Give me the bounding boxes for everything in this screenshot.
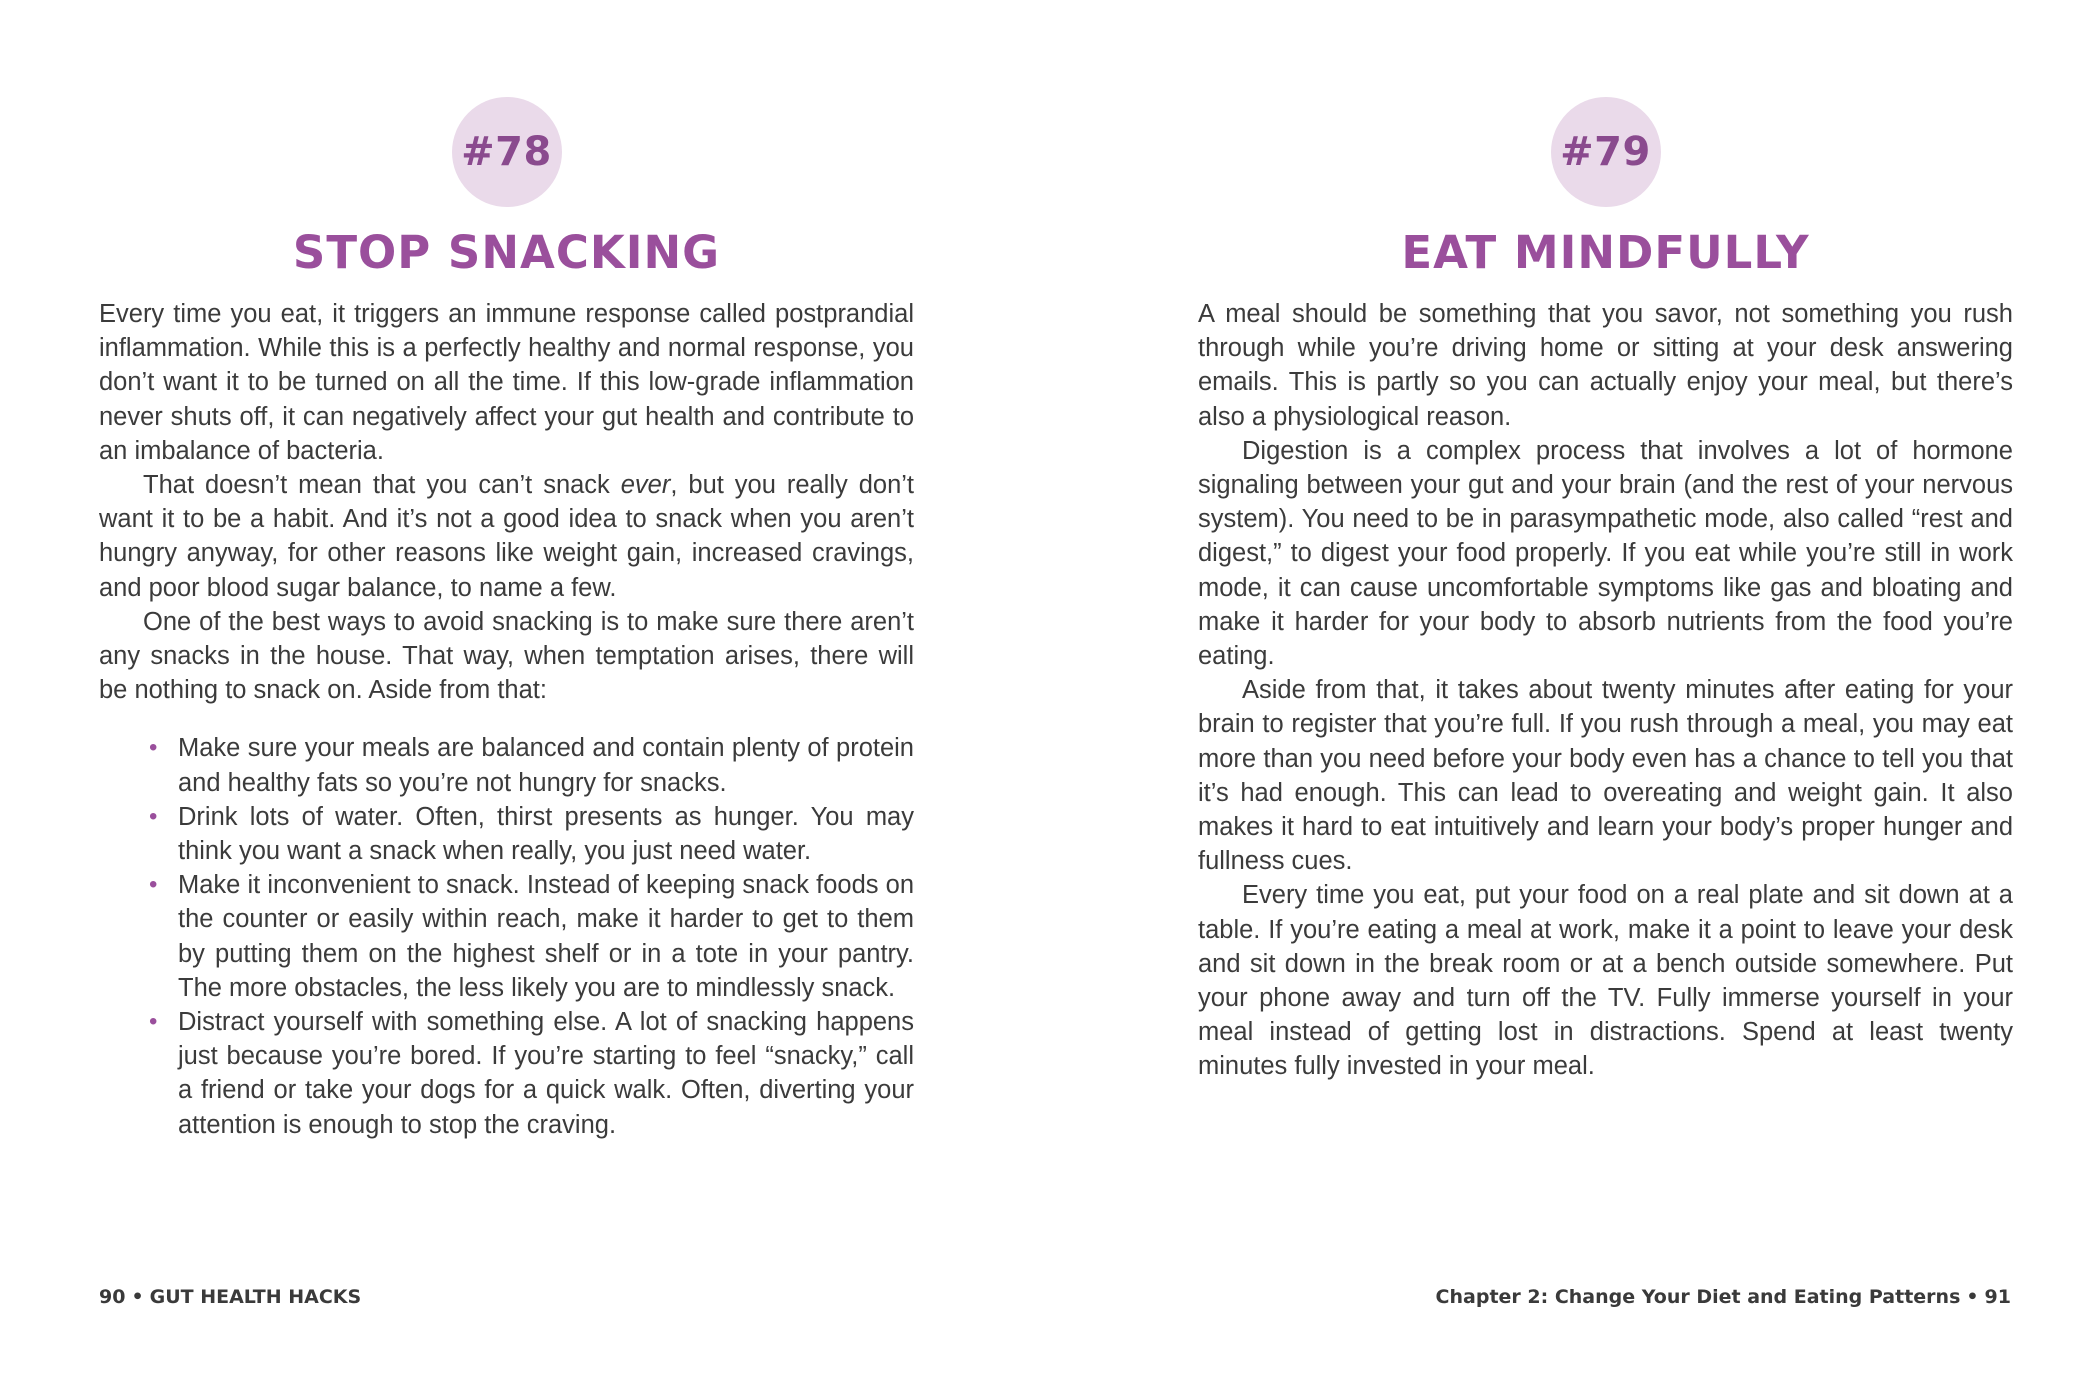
body-paragraph [99,468,914,605]
body-paragraph: One of the best ways to avoid snacking is to make sure there aren’t any snacks in the house. That way, when temptation arises, there will be nothing to snack on. Aside from that: [99,607,914,705]
hack-number-badge [452,97,562,207]
body-paragraph: Aside from that, it takes about twenty minutes after eating for your brain to register that you’re full. If you rush through a meal, you may eat more than you need before your body even has a chance to tell you that it’s had enough. This can lead to overeating and weight gain. It also makes it hard to eat intuitively and learn your body’s proper hunger and fullness cues. [1198,676,2013,876]
tips-list [99,731,914,1141]
list-item-text: Make sure your meals are balanced and contain plenty of protein and healthy fats so you’re not hungry for snacks. [178,734,914,797]
footer-separator: • [1966,1286,1979,1308]
list-item [99,731,914,799]
list-item [99,868,914,1005]
body-paragraph: A meal should be something that you savor, not something you rush through while you’re driving home or sitting at your desk answering emails. This is partly so you can actually enjoy your meal, but there’s also a physiological reason. [1198,300,2013,431]
bullet-icon: • [149,802,158,830]
list-item [99,800,914,868]
right-page [1198,0,2013,1084]
bullet-icon: • [149,871,158,899]
hack-body [1198,297,2013,1084]
list-item [99,1005,914,1142]
list-item-text: Distract yourself with something else. A lot of snacking happens just because you’re bored. If you’re starting to feel “snacky,” call a friend or take your dogs for a quick walk. Often, diverting your attention is enough to stop the craving. [178,1008,914,1139]
bullet-icon: • [149,734,158,762]
paragraph-text: That doesn’t mean that you can’t snack [143,471,621,500]
list-item-text: Make it inconvenient to snack. Instead of keeping snack foods on the counter or easily within reach, make it harder to get to them by putting them on the highest shelf or in a tote in your pantry. The more obstacles, the less likely you are to mindlessly snack. [178,871,914,1002]
hack-number: #78 [461,129,552,175]
running-head: Chapter 2: Change Your Diet and Eating Patterns [1435,1286,1961,1308]
left-page [99,0,914,1142]
footer-separator: • [131,1286,144,1308]
hack-title: EAT MINDFULLY [1401,226,1810,279]
page-number: 91 [1984,1286,2011,1308]
left-page-footer [99,1286,361,1308]
paragraph-text: , but you really don’t want it to be a habit. And it’s not a good idea to snack when you aren’t hungry anyway, for other reasons like weight gain, increased cravings, and poor blood sugar balance, to name a few. [99,471,914,602]
emphasis-text: ever [620,471,671,500]
hack-number-badge [1551,97,1661,207]
bullet-icon: • [149,1008,158,1036]
body-paragraph: Every time you eat, it triggers an immune response called postprandial inflammation. While this is a perfectly healthy and normal response, you don’t want it to be turned on all the time. If this low-grade inflammation never shuts off, it can negatively affect your gut health and contribute to an imbalance of bacteria. [99,300,914,465]
hack-number: #79 [1560,129,1651,175]
list-item-text: Drink lots of water. Often, thirst presents as hunger. You may think you want a snack when really, you just need water. [178,802,914,866]
right-page-footer [1436,1286,2011,1308]
body-paragraph: Every time you eat, put your food on a real plate and sit down at a table. If you’re eating a meal at work, make it a point to leave your desk and sit down in the break room or at a bench outside somewhere. Put your phone away and turn off the TV. Fully immerse yourself in your meal instead of getting lost in distractions. Spend at least twenty minutes fully invested in your meal. [1198,881,2013,1081]
hack-title: STOP SNACKING [292,226,721,279]
body-paragraph: Digestion is a complex process that involves a lot of hormone signaling between your gut and your brain (and the rest of your nervous system). You need to be in parasympathetic mode, also called “rest and digest,” to digest your food properly. If you eat while you’re still in work mode, it can cause uncomfortable symptoms like gas and bloating and make it harder for your body to absorb nutrients from the food you’re eating. [1198,436,2013,671]
running-head: GUT HEALTH HACKS [149,1286,362,1308]
page-number: 90 [99,1286,126,1308]
hack-body [99,297,914,707]
